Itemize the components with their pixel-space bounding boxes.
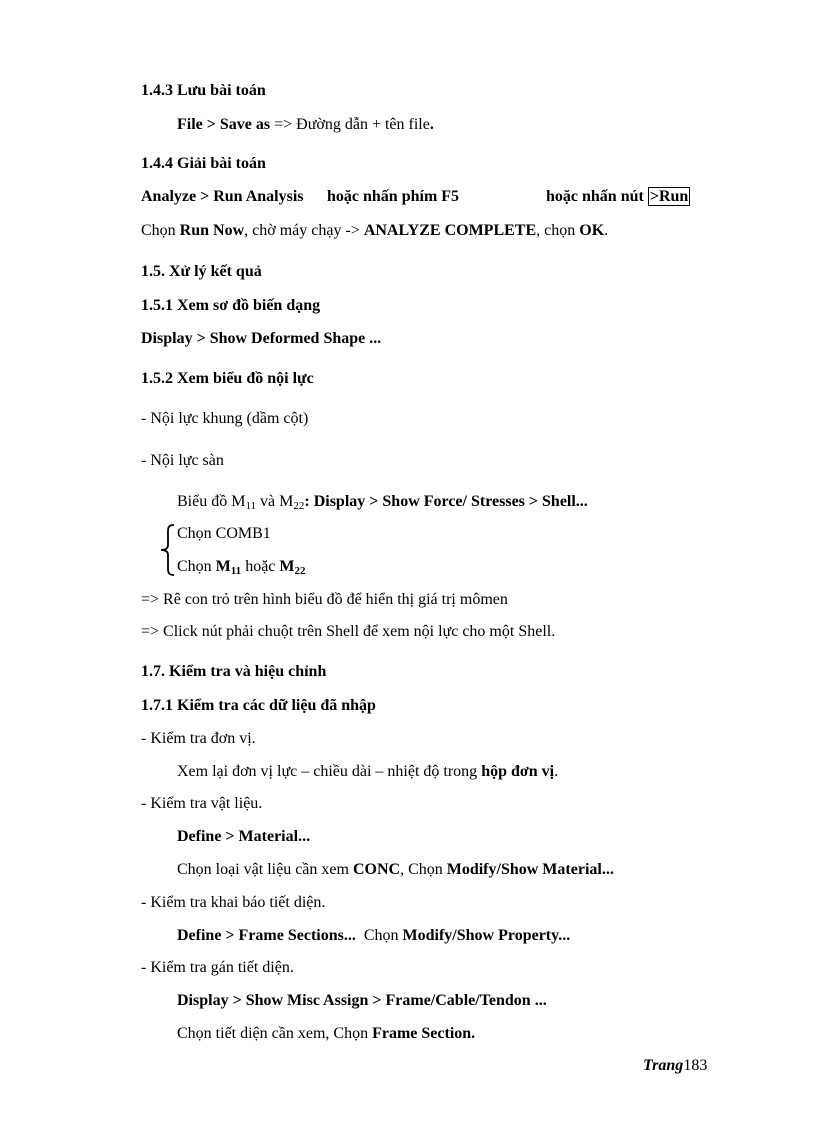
choose-m11-m22: Chọn $M_{11}$ hoặc $M_{22}$ — [177, 558, 306, 577]
material-command: Define > Material... — [177, 828, 311, 845]
check-units-item: - Kiểm tra đơn vị. — [141, 730, 256, 747]
save-as-line: File > Save as => Đường dẫn + tên file. — [177, 116, 434, 133]
show-force-command: Display > Show Force/ Stresses > Shell... — [313, 493, 588, 510]
page-number: 183 — [683, 1057, 708, 1074]
press-button-text: hoặc nhấn nút — [546, 188, 644, 205]
press-f5-text: hoặc nhấn phím F5 — [327, 188, 460, 205]
click-tip: => Click nút phải chuột trên Shell để xem nội lực cho một Shell. — [141, 623, 556, 640]
analyze-complete-text: ANALYZE COMPLETE — [363, 222, 537, 239]
moment-chart-line: Biểu đồ $M_{11}$ và $M_{22}$: Display > Show Force/ Stresses > Shell... — [177, 493, 588, 512]
frame-forces-item: - Nội lực khung (dầm cột) — [141, 410, 309, 427]
assign-desc: Chọn tiết diện cần xem, Chọn Frame Section. — [177, 1025, 476, 1042]
page-footer — [643, 1057, 707, 1075]
page-label: Trang — [643, 1057, 684, 1074]
run-button-label: >Run — [649, 188, 689, 205]
check-material-item: - Kiểm tra vật liệu. — [141, 795, 263, 812]
heading-1-5: 1.5. Xử lý kết quả — [141, 263, 262, 280]
ok-text: OK — [579, 222, 605, 239]
frame-section-text: Frame Section. — [372, 1025, 476, 1042]
material-desc: Chọn loại vật liệu cần xem CONC, Chọn Modify/Show Material... — [177, 861, 614, 878]
conc-text: CONC — [352, 861, 401, 878]
save-as-command: File > Save as — [177, 116, 271, 133]
heading-1-5-1: 1.5.1 Xem sơ đồ biến dạng — [141, 297, 321, 314]
heading-1-5-2: 1.5.2 Xem biểu đồ nội lực — [141, 370, 314, 387]
save-as-desc: => Đường dẫn + tên file — [270, 116, 430, 133]
modify-material-text: Modify/Show Material... — [446, 861, 614, 878]
check-assign-item: - Kiểm tra gán tiết diện. — [141, 959, 294, 976]
section-line: Define > Frame Sections... Chọn Modify/Show Property... — [177, 927, 571, 944]
choose-comb1: Chọn COMB1 — [177, 525, 271, 542]
heading-1-4-3: 1.4.3 Lưu bài toán — [141, 82, 266, 99]
run-now-line: Chọn Run Now, chờ máy chạy -> ANALYZE COMPLETE, chọn OK. — [141, 222, 609, 239]
frame-sections-command: Define > Frame Sections... — [177, 927, 356, 944]
slab-forces-item: - Nội lực sàn — [141, 452, 224, 469]
check-section-item: - Kiểm tra khai báo tiết diện. — [141, 894, 326, 911]
heading-1-7: 1.7. Kiểm tra và hiệu chỉnh — [141, 663, 327, 680]
units-desc: Xem lại đơn vị lực – chiều dài – nhiệt độ trong hộp đơn vị. — [177, 763, 559, 780]
modify-property-text: Modify/Show Property... — [402, 927, 571, 944]
run-now-text: Run Now — [179, 222, 245, 239]
hover-tip: => Rê con trỏ trên hình biểu đồ để hiển thị giá trị mômen — [141, 591, 508, 608]
curly-brace-icon — [158, 524, 178, 576]
analyze-command: Analyze > Run Analysis — [141, 188, 304, 205]
heading-1-4-4: 1.4.4 Giải bài toán — [141, 155, 266, 172]
analyze-line — [141, 187, 690, 207]
misc-assign-command: Display > Show Misc Assign > Frame/Cable/Tendon ... — [177, 992, 547, 1009]
heading-1-7-1: 1.7.1 Kiểm tra các dữ liệu đã nhập — [141, 697, 376, 714]
units-box-text: hộp đơn vị — [481, 763, 555, 780]
deformed-shape-command: Display > Show Deformed Shape ... — [141, 330, 382, 347]
